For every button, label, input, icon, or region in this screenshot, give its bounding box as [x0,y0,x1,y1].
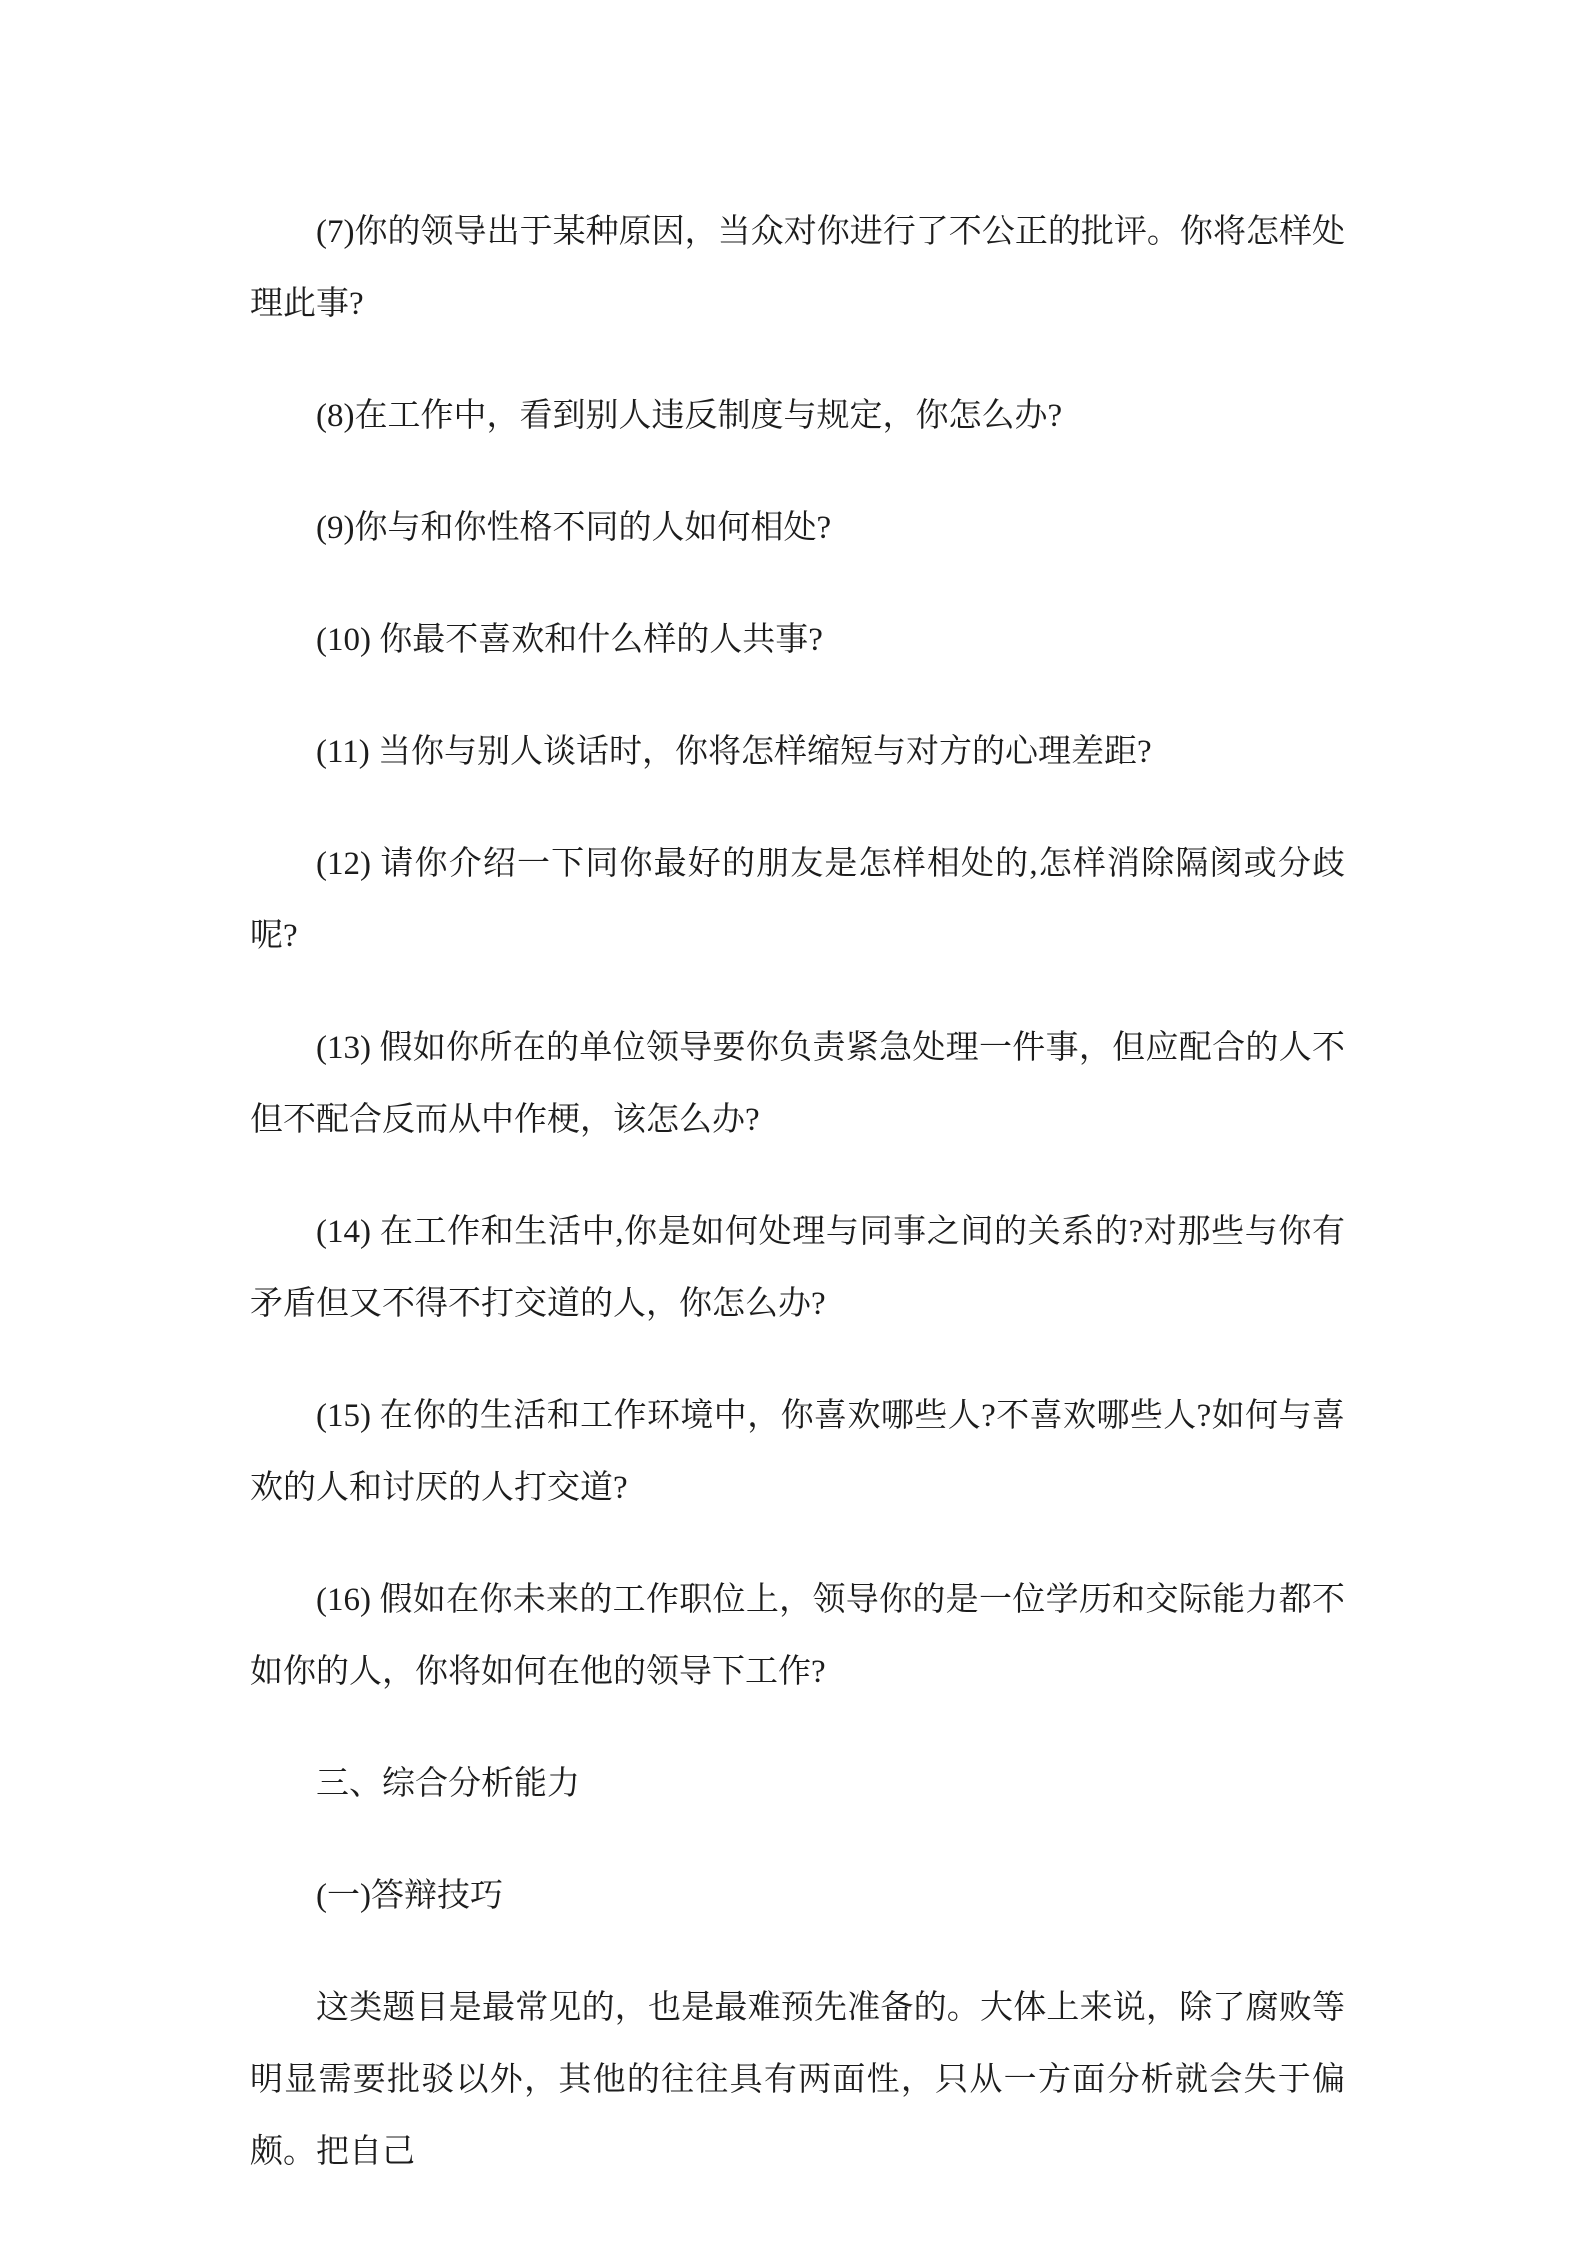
subsection-heading-1: (一)答辩技巧 [316,1878,503,1914]
question-8: (8)在工作中，看到别人违反制度与规定，你怎么办? [316,398,1063,434]
body-paragraph: 这类题目是最常见的，也是最难预先准备的。大体上来说，除了腐败等明显需要批驳以外，其他的往往具有两面性，只从一方面分析就会失于偏颇。把自己 [250,1990,1345,2170]
question-7: (7)你的领导出于某种原因，当众对你进行了不公正的批评。你将怎样处理此事? [250,214,1345,322]
section-heading-3: 三、综合分析能力 [316,1766,580,1802]
question-14: (14) 在工作和生活中,你是如何处理与同事之间的关系的?对那些与你有矛盾但又不得不打交道的人，你怎么办? [250,1214,1345,1322]
question-13: (13) 假如你所在的单位领导要你负责紧急处理一件事，但应配合的人不但不配合反而从中作梗，该怎么办? [250,1030,1345,1138]
question-10: (10) 你最不喜欢和什么样的人共事? [316,622,823,658]
question-9: (9)你与和你性格不同的人如何相处? [316,510,832,546]
question-12: (12) 请你介绍一下同你最好的朋友是怎样相处的,怎样消除隔阂或分歧呢? [250,846,1345,954]
question-15: (15) 在你的生活和工作环境中，你喜欢哪些人?不喜欢哪些人?如何与喜欢的人和讨厌的人打交道? [250,1398,1345,1506]
question-16: (16) 假如在你未来的工作职位上，领导你的是一位学历和交际能力都不如你的人，你将如何在他的领导下工作? [250,1582,1345,1690]
question-11: (11) 当你与别人谈话时，你将怎样缩短与对方的心理差距? [316,734,1152,770]
